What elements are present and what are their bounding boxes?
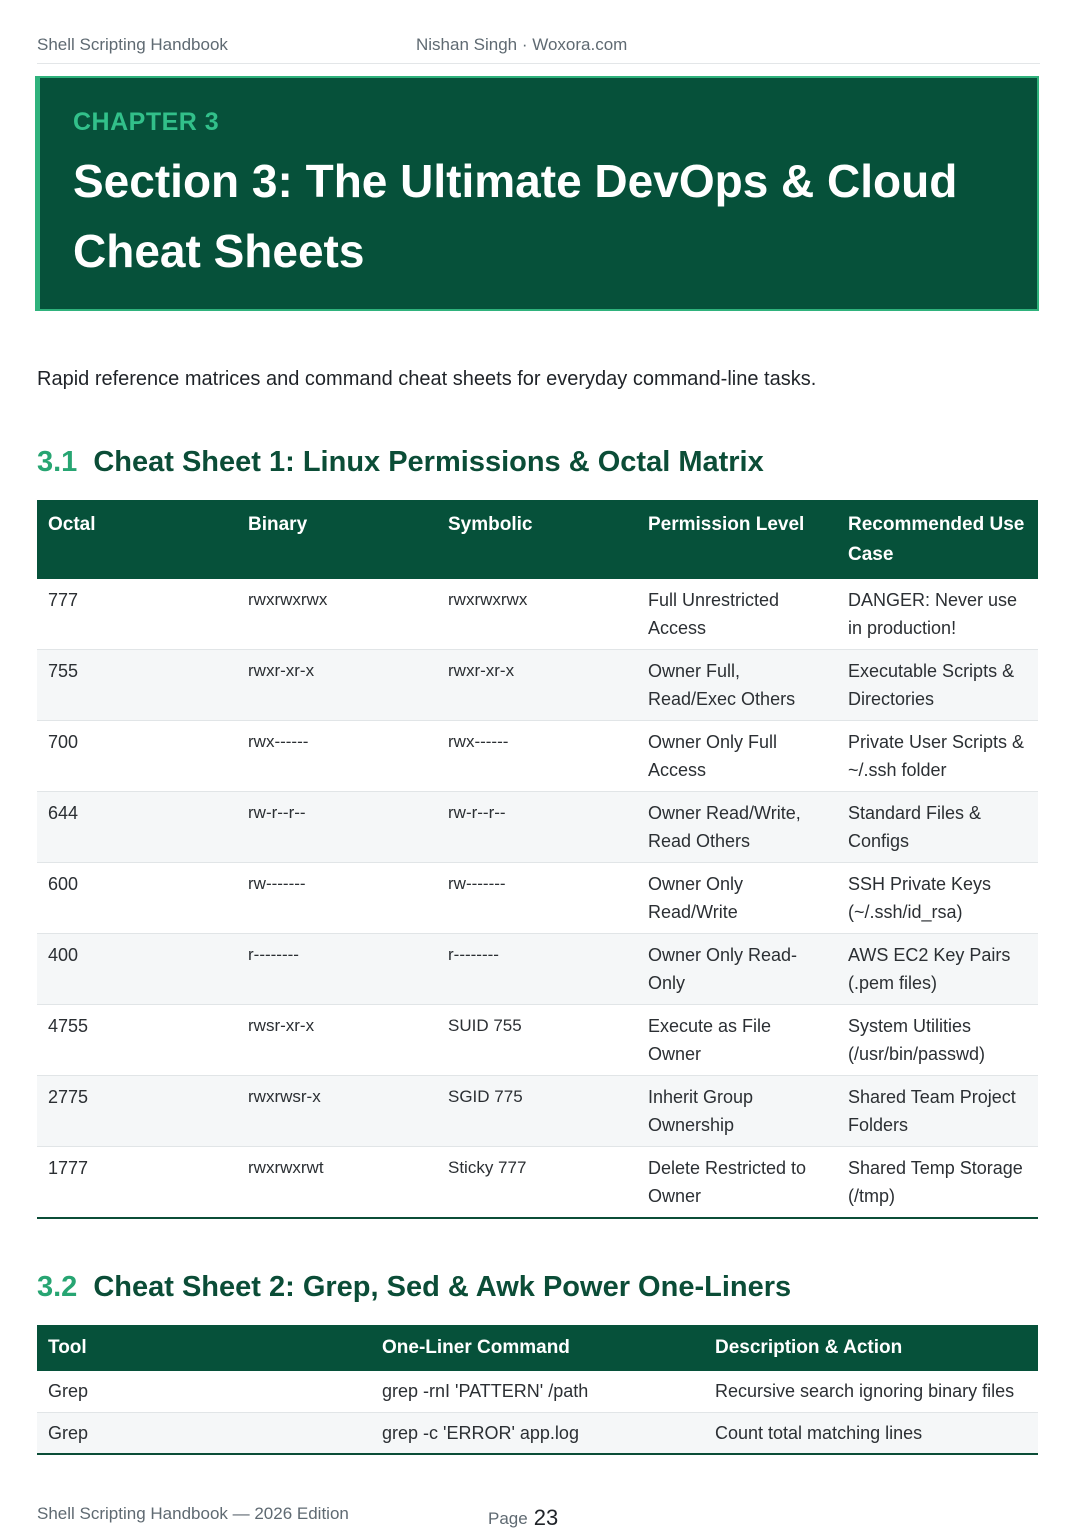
running-footer [37,1498,1040,1528]
table-cell: Owner Only Full Access [637,721,837,792]
table-cell: SUID 755 [437,1005,637,1076]
table-cell: rwxrwxrwt [237,1147,437,1219]
table-cell: AWS EC2 Key Pairs (.pem files) [837,934,1038,1005]
table-cell: 644 [37,792,237,863]
table-cell: rwxrwxrwx [237,579,437,650]
table-row [37,1412,1038,1454]
table-cell: Recursive search ignoring binary files [704,1371,1038,1412]
table-row [37,1371,1038,1412]
table-cell: Sticky 777 [437,1147,637,1219]
table-cell: Owner Full, Read/Exec Others [637,650,837,721]
table-cell: Shared Temp Storage (/tmp) [837,1147,1038,1219]
table-cell: r-------- [237,934,437,1005]
table-cell: rwx------ [237,721,437,792]
table-cell: rw-r--r-- [437,792,637,863]
table-cell: Full Unrestricted Access [637,579,837,650]
running-header [37,33,1040,64]
column-header: Binary [237,500,437,579]
column-header: Symbolic [437,500,637,579]
table-cell: SSH Private Keys (~/.ssh/id_rsa) [837,863,1038,934]
table-cell: 400 [37,934,237,1005]
table-cell: rwxrwsr-x [237,1076,437,1147]
section-heading-3-1 [37,446,764,479]
table-cell: 600 [37,863,237,934]
table-cell: rwxrwxrwx [437,579,637,650]
section-number: 3.1 [37,446,78,478]
table-row [37,721,1038,792]
table-cell: 700 [37,721,237,792]
table-cell: Owner Read/Write, Read Others [637,792,837,863]
table-cell: Owner Only Read-Only [637,934,837,1005]
table-cell: rw------- [237,863,437,934]
table-row [37,579,1038,650]
column-header: Recommended Use Case [837,500,1038,579]
table-cell: Count total matching lines [704,1412,1038,1454]
table-cell: DANGER: Never use in production! [837,579,1038,650]
chapter-banner [35,76,1039,311]
table-cell: Inherit Group Ownership [637,1076,837,1147]
header-author-site: Nishan Singh · Woxora.com [416,35,628,54]
table-cell: Standard Files & Configs [837,792,1038,863]
table-cell: grep -rnI 'PATTERN' /path [371,1371,704,1412]
table-cell: Grep [37,1371,371,1412]
table-header-row [37,1325,1038,1371]
table-cell: System Utilities (/usr/bin/passwd) [837,1005,1038,1076]
table-cell: rwsr-xr-x [237,1005,437,1076]
table-cell: Private User Scripts & ~/.ssh folder [837,721,1038,792]
chapter-title: Section 3: The Ultimate DevOps & Cloud Cheat Sheets [73,155,958,277]
table-cell: rw-r--r-- [237,792,437,863]
table-cell: Owner Only Read/Write [637,863,837,934]
footer-edition: Shell Scripting Handbook — 2026 Edition [37,1504,349,1523]
table-cell: Grep [37,1412,371,1454]
table-cell: r-------- [437,934,637,1005]
table-row [37,1147,1038,1219]
section-title: Cheat Sheet 2: Grep, Sed & Awk Power One-Liners [93,1271,792,1303]
table-cell: Execute as File Owner [637,1005,837,1076]
table-cell: 4755 [37,1005,237,1076]
table-cell: Shared Team Project Folders [837,1076,1038,1147]
table-cell: grep -c 'ERROR' app.log [371,1412,704,1454]
chapter-kicker: CHAPTER 3 [73,108,220,136]
table-cell: Delete Restricted to Owner [637,1147,837,1219]
section-heading-3-2 [37,1271,791,1304]
table-cell: 777 [37,579,237,650]
table-row [37,792,1038,863]
table-cell: SGID 775 [437,1076,637,1147]
section-title: Cheat Sheet 1: Linux Permissions & Octal Matrix [93,446,764,478]
intro-paragraph: Rapid reference matrices and command cheat sheets for everyday command-line tasks. [37,368,817,390]
table-cell: 2775 [37,1076,237,1147]
section-number: 3.2 [37,1271,78,1303]
table-header-row [37,500,1038,579]
permissions-table [37,500,1038,1219]
table-row [37,1005,1038,1076]
table-row [37,863,1038,934]
one-liners-table [37,1325,1038,1455]
column-header: Permission Level [637,500,837,579]
table-row [37,934,1038,1005]
table-cell: rw------- [437,863,637,934]
footer-page [488,1504,558,1530]
table-cell: 755 [37,650,237,721]
table-cell: rwxr-xr-x [437,650,637,721]
table-cell: rwx------ [437,721,637,792]
column-header: One-Liner Command [371,1325,704,1371]
header-book-title: Shell Scripting Handbook [37,35,228,54]
table-row [37,1076,1038,1147]
page-label: Page [488,1509,528,1528]
table-cell: 1777 [37,1147,237,1219]
table-cell: rwxr-xr-x [237,650,437,721]
column-header: Tool [37,1325,371,1371]
table-cell: Executable Scripts & Directories [837,650,1038,721]
column-header: Description & Action [704,1325,1038,1371]
column-header: Octal [37,500,237,579]
table-row [37,650,1038,721]
page-number: 23 [533,1505,559,1530]
